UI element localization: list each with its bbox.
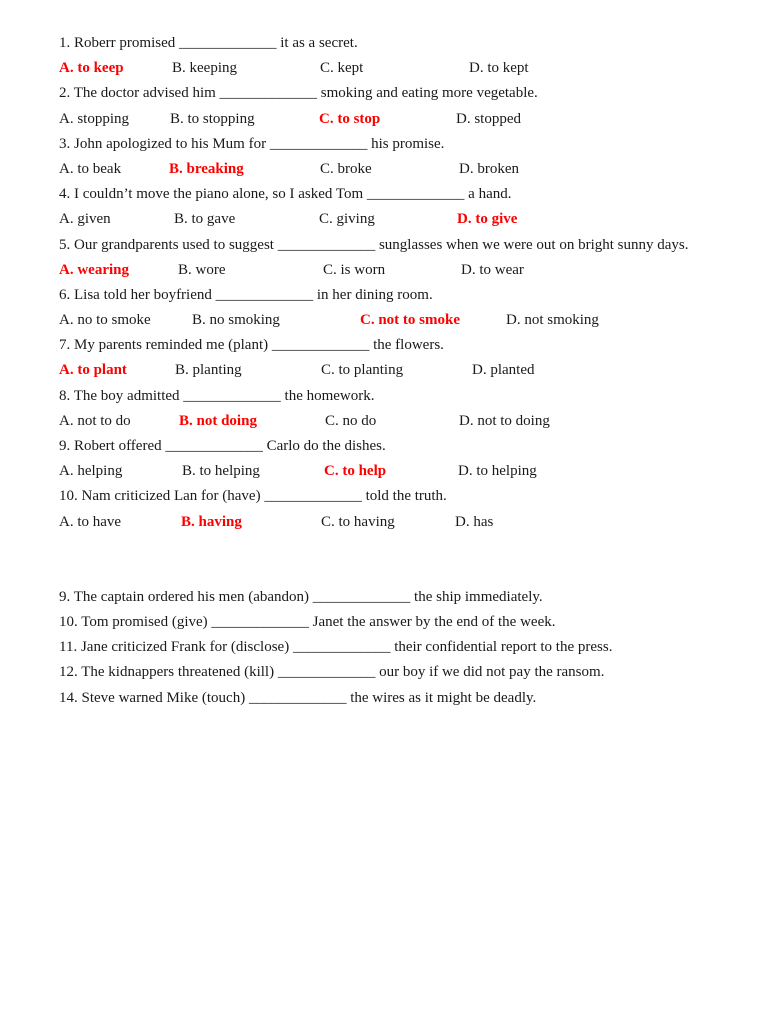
answer-option: A. stopping [59,110,130,127]
answer-option: D. has [455,513,494,530]
options-row [59,207,739,232]
answer-option-correct: A. wearing [59,261,129,278]
answer-option: D. broken [459,160,519,177]
options-row [59,107,739,132]
question-stem: 8. The boy admitted _____________ the homework. [59,387,375,404]
options-row [59,258,739,283]
fill-in-question: 14. Steve warned Mike (touch) _____________ the wires as it might be deadly. [59,689,537,706]
answer-option: A. not to do [59,412,131,429]
answer-option: B. wore [178,261,226,278]
question-stem: 4. I couldn’t move the piano alone, so I asked Tom _____________ a hand. [59,186,512,203]
answer-option: B. to helping [182,463,260,480]
options-row [59,510,739,535]
question-stem: 1. Roberr promised _____________ it as a secret. [59,35,358,51]
options-row [59,308,739,333]
fill-in-question: 9. The captain ordered his men (abandon) _____________ the ship immediately. [59,588,543,605]
answer-option: D. planted [472,362,535,379]
answer-option: B. planting [175,362,242,379]
worksheet [59,31,739,711]
answer-option: C. giving [319,211,375,228]
question-stem: 9. Robert offered _____________ Carlo do the dishes. [59,438,386,454]
fill-in-question: 11. Jane criticized Frank for (disclose) _____________ their confidential report to the press. [59,639,613,656]
answer-option: C. is worn [323,261,386,278]
fill-in-section [59,585,739,711]
answer-option: D. stopped [456,110,521,127]
answer-option: D. not to doing [459,412,550,429]
answer-option: B. no smoking [192,312,280,329]
answer-option: C. broke [320,160,372,177]
answer-option: A. no to smoke [59,312,151,329]
answer-option: D. to kept [469,60,529,77]
answer-option-correct: B. breaking [169,160,244,177]
question-stem: 10. Nam criticized Lan for (have) _____________ told the truth. [59,488,447,505]
options-row [59,409,739,434]
options-row [59,157,739,182]
question-stem: 2. The doctor advised him _____________ smoking and eating more vegetable. [59,85,538,102]
answer-option: A. to beak [59,160,122,177]
answer-option: C. no do [325,412,377,429]
question-stem: 6. Lisa told her boyfriend _____________ in her dining room. [59,286,433,303]
answer-option-correct: C. to stop [319,110,381,127]
answer-option-correct: C. to help [324,463,387,480]
answer-option: C. kept [320,60,364,77]
section-spacer [59,535,739,585]
answer-option: A. given [59,211,111,228]
answer-option: A. helping [59,463,123,480]
answer-option-correct: D. to give [457,211,518,228]
fill-in-question: 12. The kidnappers threatened (kill) _____________ our boy if we did not pay the ransom. [59,664,605,681]
answer-option-correct: B. having [181,513,242,530]
answer-option-correct: A. to plant [59,362,127,379]
fill-in-question: 10. Tom promised (give) _____________ Janet the answer by the end of the week. [59,613,556,630]
answer-option: D. to wear [461,261,524,278]
answer-option: B. keeping [172,60,237,77]
question-stem: 5. Our grandparents used to suggest _____________ sunglasses when we were out on bright sunny days. [59,236,689,253]
answer-option: D. not smoking [506,312,599,329]
answer-option-correct: A. to keep [59,60,124,77]
answer-option: D. to helping [458,463,537,480]
question-stem: 3. John apologized to his Mum for _____________ his promise. [59,135,445,152]
multiple-choice-section [59,31,739,535]
answer-option: C. to planting [321,362,404,379]
answer-option-correct: C. not to smoke [360,312,460,329]
options-row [59,459,739,484]
answer-option: C. to having [321,513,395,530]
question-stem: 7. My parents reminded me (plant) _____________ the flowers. [59,337,444,354]
options-row [59,358,739,383]
answer-option: B. to gave [174,211,236,228]
options-row [59,56,739,81]
answer-option: A. to have [59,513,122,530]
answer-option-correct: B. not doing [179,412,257,429]
answer-option: B. to stopping [170,110,255,127]
